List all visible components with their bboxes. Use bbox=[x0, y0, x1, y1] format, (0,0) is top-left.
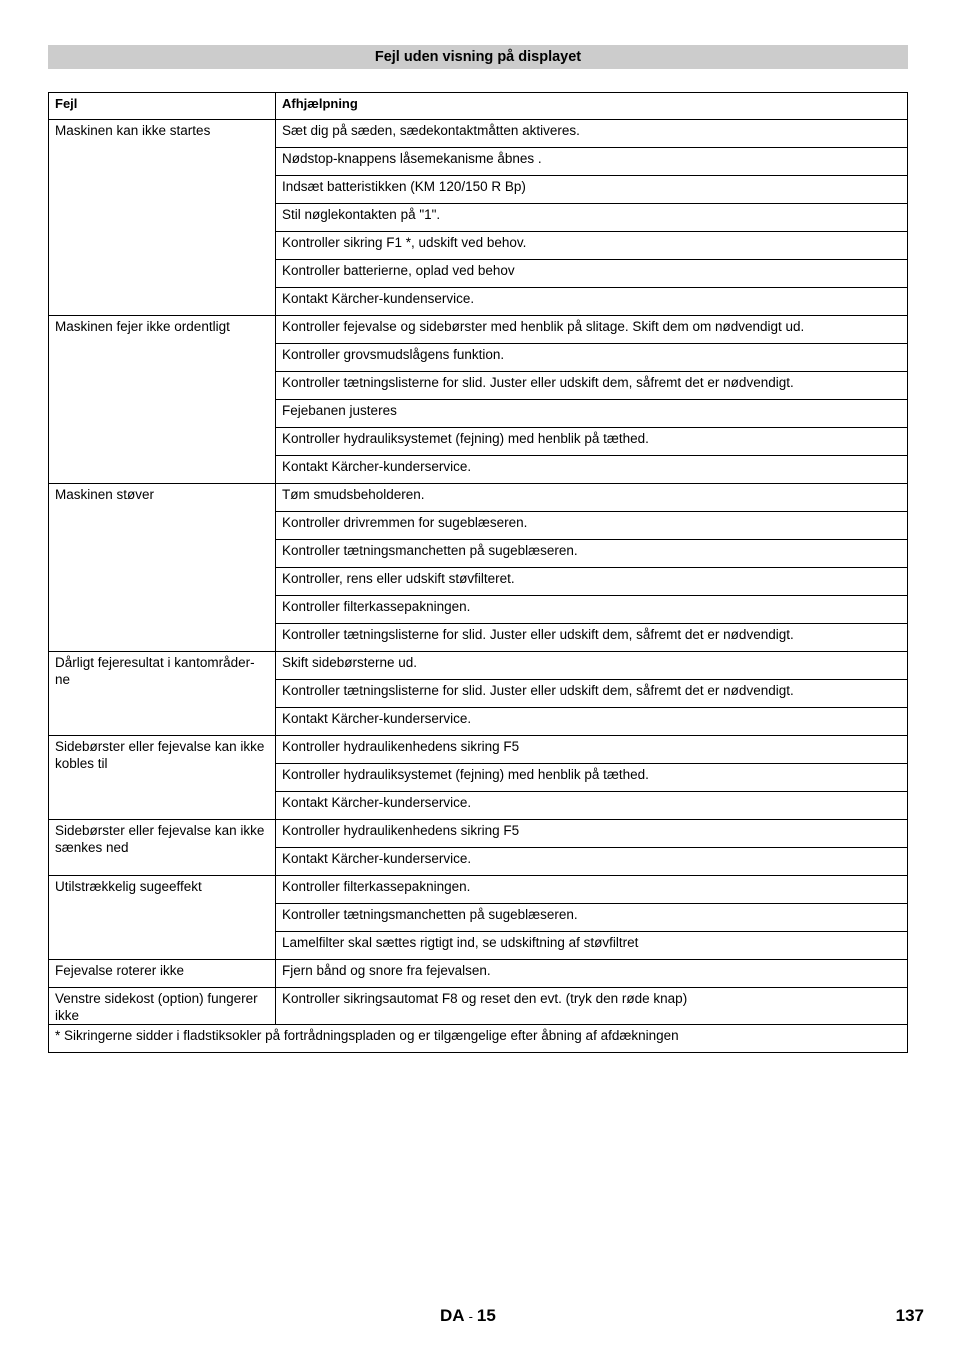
remedy-cell: Indsæt batteristikken (KM 120/150 R Bp) bbox=[276, 176, 908, 204]
table-row bbox=[49, 484, 908, 512]
table-row bbox=[49, 120, 908, 148]
remedy-cell: Kontroller tætningsmanchetten på sugeblæseren. bbox=[276, 540, 908, 568]
remedy-cell: Kontroller tætningsmanchetten på sugeblæseren. bbox=[276, 904, 908, 932]
remedy-cell: Kontroller hydraulikenhedens sikring F5 bbox=[276, 820, 908, 848]
remedy-cell: Fjern bånd og snore fra fejevalsen. bbox=[276, 960, 908, 988]
remedy-cell: Kontroller hydrauliksystemet (fejning) med henblik på tæthed. bbox=[276, 764, 908, 792]
footer-language-page bbox=[440, 1306, 496, 1326]
fault-cell: Maskinen støver bbox=[49, 484, 276, 652]
table-row bbox=[49, 736, 908, 764]
remedy-cell: Kontroller hydraulikenhedens sikring F5 bbox=[276, 736, 908, 764]
table-row bbox=[49, 316, 908, 344]
remedy-cell: Skift sidebørsterne ud. bbox=[276, 652, 908, 680]
fault-cell: Fejevalse roterer ikke bbox=[49, 960, 276, 988]
remedy-cell: Kontroller sikring F1 *, udskift ved behov. bbox=[276, 232, 908, 260]
remedy-cell: Kontroller filterkassepakningen. bbox=[276, 876, 908, 904]
footer-dash: - bbox=[468, 1309, 473, 1324]
remedy-cell: Kontroller, rens eller udskift støvfilteret. bbox=[276, 568, 908, 596]
remedy-cell: Kontroller drivremmen for sugeblæseren. bbox=[276, 512, 908, 540]
remedy-cell: Kontroller hydrauliksystemet (fejning) med henblik på tæthed. bbox=[276, 428, 908, 456]
remedy-cell: Fejebanen justeres bbox=[276, 400, 908, 428]
footer-language: DA bbox=[440, 1306, 465, 1325]
fault-cell: Dårligt fejeresultat i kantområder-ne bbox=[49, 652, 276, 736]
remedy-cell: Kontakt Kärcher-kunderservice. bbox=[276, 792, 908, 820]
remedy-cell: Nødstop-knappens låsemekanisme åbnes . bbox=[276, 148, 908, 176]
table-header-row bbox=[49, 93, 908, 120]
remedy-cell: Kontroller batterierne, oplad ved behov bbox=[276, 260, 908, 288]
footnote: * Sikringerne sidder i fladstiksokler på fortrådningspladen og er tilgængelige efter åbning af afdækningen bbox=[49, 1025, 908, 1053]
remedy-cell: Kontroller tætningslisterne for slid. Juster eller udskift dem, såfremt det er nødvendigt. bbox=[276, 372, 908, 400]
remedy-cell: Kontroller tætningslisterne for slid. Juster eller udskift dem, såfremt det er nødvendigt. bbox=[276, 680, 908, 708]
table-row bbox=[49, 960, 908, 988]
table-row bbox=[49, 988, 908, 1025]
remedy-cell: Kontakt Kärcher-kunderservice. bbox=[276, 708, 908, 736]
fault-table bbox=[48, 92, 908, 1053]
footnote-row bbox=[49, 1025, 908, 1053]
remedy-cell: Kontroller tætningslisterne for slid. Juster eller udskift dem, såfremt det er nødvendigt. bbox=[276, 624, 908, 652]
fault-table-body bbox=[49, 120, 908, 1025]
fault-cell: Utilstrækkelig sugeeffekt bbox=[49, 876, 276, 960]
remedy-cell: Stil nøglekontakten på "1". bbox=[276, 204, 908, 232]
remedy-cell: Lamelfilter skal sættes rigtigt ind, se udskiftning af støvfiltret bbox=[276, 932, 908, 960]
remedy-cell: Kontakt Kärcher-kunderservice. bbox=[276, 456, 908, 484]
table-row bbox=[49, 652, 908, 680]
page-number: 137 bbox=[895, 1306, 924, 1325]
header-fault: Fejl bbox=[49, 93, 276, 120]
remedy-cell: Sæt dig på sæden, sædekontaktmåtten aktiveres. bbox=[276, 120, 908, 148]
header-remedy: Afhjælpning bbox=[276, 93, 908, 120]
section-title: Fejl uden visning på displayet bbox=[48, 45, 908, 69]
table-row bbox=[49, 820, 908, 848]
remedy-cell: Kontroller grovsmudslågens funktion. bbox=[276, 344, 908, 372]
remedy-cell: Kontroller fejevalse og sidebørster med henblik på slitage. Skift dem om nødvendigt ud. bbox=[276, 316, 908, 344]
fault-cell: Sidebørster eller fejevalse kan ikke sænkes ned bbox=[49, 820, 276, 876]
footer-language-page-number: 15 bbox=[476, 1306, 496, 1325]
fault-cell: Maskinen kan ikke startes bbox=[49, 120, 276, 316]
remedy-cell: Kontroller sikringsautomat F8 og reset den evt. (tryk den røde knap) bbox=[276, 988, 908, 1025]
remedy-cell: Kontakt Kärcher-kunderservice. bbox=[276, 848, 908, 876]
remedy-cell: Tøm smudsbeholderen. bbox=[276, 484, 908, 512]
table-row bbox=[49, 876, 908, 904]
remedy-cell: Kontakt Kärcher-kundenservice. bbox=[276, 288, 908, 316]
remedy-cell: Kontroller filterkassepakningen. bbox=[276, 596, 908, 624]
fault-cell: Sidebørster eller fejevalse kan ikke kobles til bbox=[49, 736, 276, 820]
fault-cell: Maskinen fejer ikke ordentligt bbox=[49, 316, 276, 484]
fault-cell: Venstre sidekost (option) fungerer ikke bbox=[49, 988, 276, 1025]
